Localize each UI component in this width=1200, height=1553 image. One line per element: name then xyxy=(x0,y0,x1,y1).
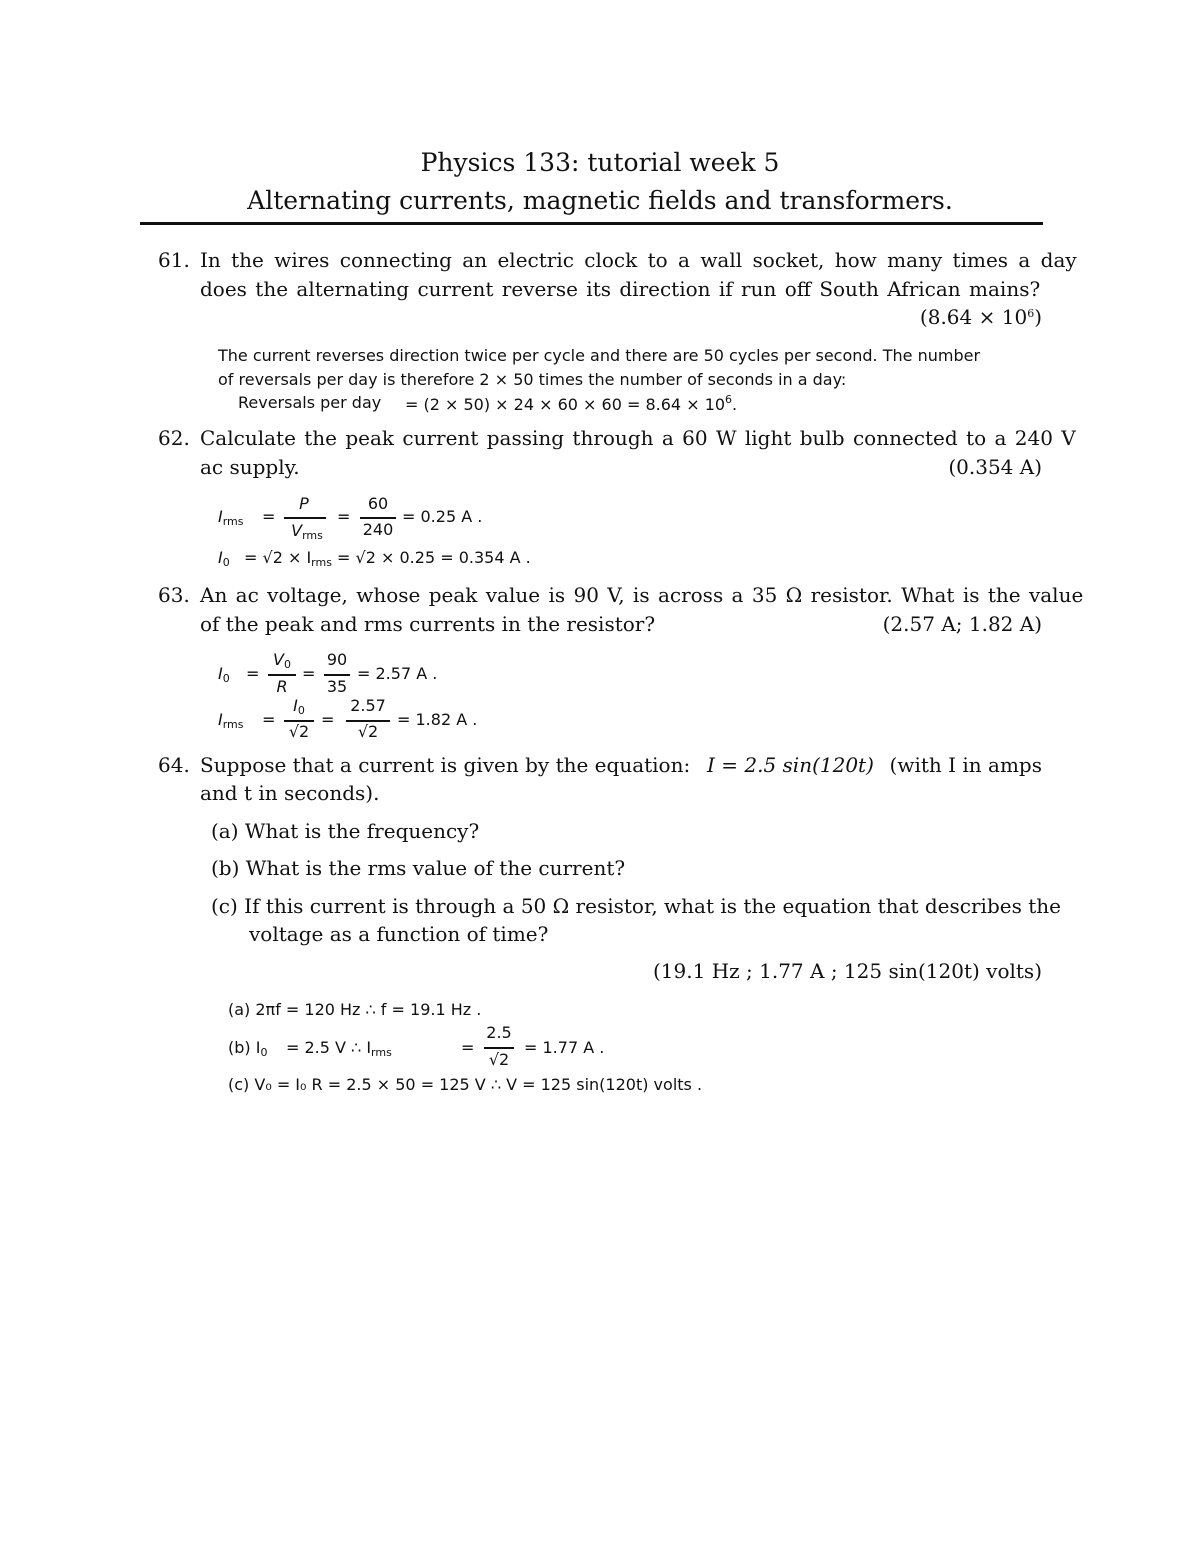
q63-equals-1: = xyxy=(246,664,260,683)
q63-answer: (2.57 A; 1.82 A) xyxy=(882,612,1042,636)
q61-solution-lhs: Reversals per day xyxy=(238,393,382,412)
q61-solution-rhs: = $(2 \times 50) \times 24 \times 60 \times 60 = 8.64 \times 10^6$. xyxy=(405,393,738,414)
q61-number: 61. xyxy=(158,248,190,272)
q62-answer: (0.354 A) xyxy=(948,455,1042,479)
q62-equals-2: = xyxy=(337,507,351,526)
q64-solution-b-lhs: (b) $I_0$ xyxy=(228,1038,268,1059)
q63-fraction-denominator-sqrt2-1: √2 xyxy=(288,722,310,741)
q63-fraction-numerator-90: 90 xyxy=(326,650,348,669)
q63-equals-3: = xyxy=(262,710,276,729)
q64-solution-c: (c) V₀ = I₀ R = 2.5 × 50 = 125 V ∴ V = 125 sin(120t) volts . xyxy=(228,1075,703,1094)
q62-result-1: = 0.25 A . xyxy=(402,507,483,526)
q64-part-b: (b) What is the rms value of the current? xyxy=(211,856,626,880)
q63-fraction-numerator-v0: $V_0$ xyxy=(273,650,291,671)
q64-solution-b-equals: = xyxy=(461,1038,475,1057)
q61-solution-line2: of reversals per day is therefore 2 × 50 times the number of seconds in a day: xyxy=(218,370,847,389)
page-subtitle: Alternating currents, magnetic fields and transformers. xyxy=(247,186,953,215)
q63-equals-4: = xyxy=(321,710,335,729)
q63-text-line1: An ac voltage, whose peak value is 90 V, is across a 35 Ω resistor. What is the value xyxy=(200,583,1084,607)
q62-i0-label: $I_0$ xyxy=(218,548,230,569)
q61-answer: $(8.64 \times 10^6)$ xyxy=(919,305,1042,329)
q63-fraction-numerator-257: 2.57 xyxy=(350,696,386,715)
q63-i0-label: $I_0$ xyxy=(218,664,230,685)
q64-solution-b-mid: = 2.5 V ∴ $I_{rms}$ xyxy=(286,1038,392,1059)
q63-equals-2: = xyxy=(302,664,316,683)
q63-number: 63. xyxy=(158,583,190,607)
q62-fraction-denominator-vrms: $V_{rms}$ xyxy=(291,521,323,542)
q64-answer: (19.1 Hz ; 1.77 A ; 125 sin(120t) volts) xyxy=(653,959,1042,983)
q63-irms-label: $I_{rms}$ xyxy=(218,710,244,731)
q64-text-line2: and t in seconds). xyxy=(200,781,380,805)
q64-text-line1a: Suppose that a current is given by the equation: xyxy=(200,753,691,777)
q63-result-2: = 1.82 A . xyxy=(397,710,478,729)
q62-fraction-numerator-p: P xyxy=(299,494,309,513)
q64-solution-a: (a) 2πf = 120 Hz ∴ f = 19.1 Hz . xyxy=(228,1000,482,1019)
q62-number: 62. xyxy=(158,426,190,450)
q63-fraction-denominator-35: 35 xyxy=(326,677,348,696)
q63-result-1: = 2.57 A . xyxy=(357,664,438,683)
q62-fraction-numerator-60: 60 xyxy=(367,494,389,513)
q63-fraction-numerator-i0: $I_0$ xyxy=(293,696,305,717)
q64-equation: I = 2.5 sin(120t) xyxy=(707,753,874,777)
q61-text-line1: In the wires connecting an electric clock to a wall socket, how many times a day xyxy=(200,248,1077,272)
q62-text-line2: ac supply. xyxy=(200,455,300,479)
q64-part-c-line2: voltage as a function of time? xyxy=(249,922,549,946)
q64-part-a: (a) What is the frequency? xyxy=(211,819,480,843)
header-rule xyxy=(140,222,1043,225)
q63-fraction-bar-2 xyxy=(324,674,350,676)
q63-fraction-denominator-sqrt2-2: √2 xyxy=(357,722,379,741)
q62-irms-label: $I_{rms}$ xyxy=(218,507,244,528)
q64-solution-b-denominator: √2 xyxy=(488,1050,510,1069)
q62-result-2: = $√2 \times I_{rms} = √2 \times 0.25 = 0.354$ A . xyxy=(244,548,531,569)
q64-text-line1b: (with I in amps xyxy=(889,753,1042,777)
q62-text-line1: Calculate the peak current passing through a 60 W light bulb connected to a 240 V xyxy=(200,426,1076,450)
q62-equals-1: = xyxy=(262,507,276,526)
q64-number: 64. xyxy=(158,753,190,777)
q61-text-line2: does the alternating current reverse its direction if run off South African mains? xyxy=(200,277,1041,301)
q61-solution-line1: The current reverses direction twice per cycle and there are 50 cycles per second. The number xyxy=(218,346,981,365)
q63-text-line2: of the peak and rms currents in the resistor? xyxy=(200,612,656,636)
q64-part-c-line1: (c) If this current is through a 50 Ω resistor, what is the equation that describes the xyxy=(211,894,1061,918)
q64-solution-b-numerator: 2.5 xyxy=(486,1023,512,1042)
q63-fraction-denominator-r: R xyxy=(276,677,288,696)
q62-fraction-denominator-240: 240 xyxy=(362,520,394,539)
q64-solution-b-fraction-bar xyxy=(484,1047,514,1049)
q64-solution-b-result: = 1.77 A . xyxy=(524,1038,605,1057)
q62-fraction-bar-1 xyxy=(284,517,326,519)
q63-fraction-bar-1 xyxy=(268,674,296,676)
q62-fraction-bar-2 xyxy=(360,517,396,519)
page-title: Physics 133: tutorial week 5 xyxy=(420,148,780,177)
